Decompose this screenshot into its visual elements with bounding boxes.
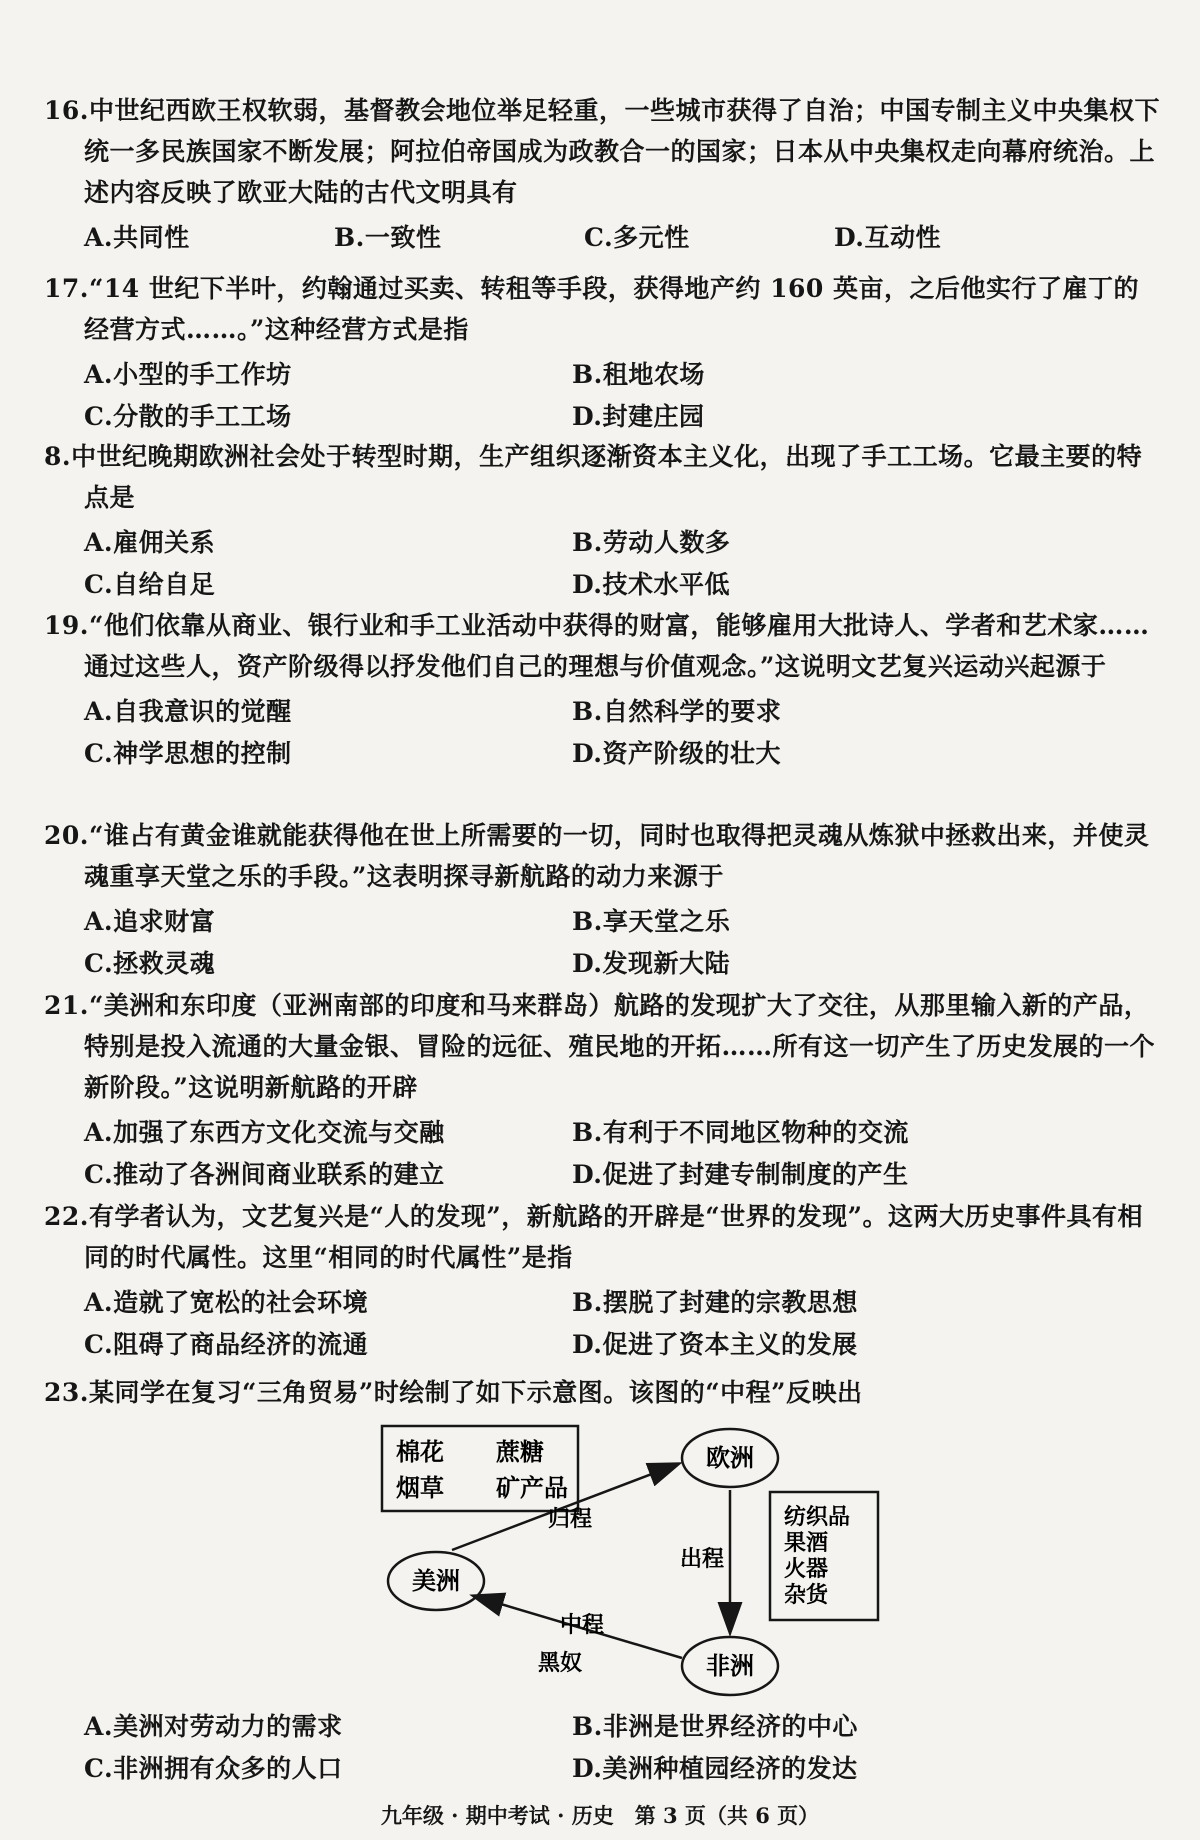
question-stem: 8.中世纪晚期欧洲社会处于转型时期，生产组织逐渐资本主义化，出现了手工工场。它最主要的特点是 [44, 442, 1143, 512]
options [44, 901, 1160, 985]
question-stem: 22.有学者认为，文艺复兴是“人的发现”，新航路的开辟是“世界的发现”。这两大历史事件具有相同的时代属性。这里“相同的时代属性”是指 [44, 1202, 1144, 1272]
option-a: A.加强了东西方文化交流与交融 [84, 1118, 445, 1147]
goods-sundries: 杂货 [784, 1583, 829, 1608]
outbound-leg-label: 出程 [680, 1547, 725, 1572]
goods-minerals: 矿产品 [496, 1474, 568, 1502]
question-23-options [44, 1706, 1160, 1790]
option-a: A.雇佣关系 [84, 528, 216, 557]
option-d: D.技术水平低 [572, 570, 730, 599]
option-d: D.互动性 [834, 223, 941, 252]
question-20 [44, 815, 1160, 985]
option-c: C.分散的手工工场 [84, 402, 292, 431]
option-a: A.自我意识的觉醒 [84, 697, 292, 726]
goods-wine: 果酒 [784, 1531, 829, 1556]
option-c: C.自给自足 [84, 570, 216, 599]
question-stem: 20.“谁占有黄金谁就能获得他在世上所需要的一切，同时也取得把灵魂从炼狱中拯救出来，并使灵魂重享天堂之乐的手段。”这表明探寻新航路的动力来源于 [44, 821, 1150, 891]
question-stem: 16.中世纪西欧王权软弱，基督教会地位举足轻重，一些城市获得了自治；中国专制主义中央集权下统一多民族国家不断发展；阿拉伯帝国成为政教合一的国家；日本从中央集权走向幕府统治。上述内容反映了欧亚大陆的古代文明具有 [44, 96, 1160, 207]
europe-label: 欧洲 [706, 1444, 754, 1472]
question-19 [44, 605, 1160, 775]
page-footer: 九年级 · 期中考试 · 历史 第 3 页（共 6 页） [380, 1803, 820, 1828]
option-b: B.租地农场 [572, 360, 705, 389]
option-d: D.促进了资本主义的发展 [572, 1330, 858, 1359]
question-16 [44, 90, 1160, 259]
question-stem: 23.某同学在复习“三角贸易”时绘制了如下示意图。该图的“中程”反映出 [44, 1378, 863, 1407]
americas-label: 美洲 [412, 1567, 460, 1595]
question-stem: 21.“美洲和东印度（亚洲南部的印度和马来群岛）航路的发现扩大了交往，从那里输入新的产品，特别是投入流通的大量金银、冒险的远征、殖民地的开拓……所有这一切产生了历史发展的一个新阶段。”这说明新航路的开辟 [44, 991, 1156, 1102]
option-b: B.一致性 [334, 223, 442, 252]
return-leg-label: 归程 [548, 1507, 593, 1532]
option-b: B.劳动人数多 [572, 528, 731, 557]
option-a: A.小型的手工作坊 [84, 360, 292, 389]
options [44, 522, 1160, 606]
option-b: B.摆脱了封建的宗教思想 [572, 1288, 858, 1317]
option-c: C.神学思想的控制 [84, 739, 292, 768]
goods-cotton: 棉花 [396, 1438, 444, 1466]
option-c: C.非洲拥有众多的人口 [84, 1754, 343, 1783]
question-17 [44, 268, 1160, 438]
option-d: D.发现新大陆 [572, 949, 730, 978]
option-b: B.自然科学的要求 [572, 697, 782, 726]
middle-cargo-label: 黑奴 [538, 1651, 583, 1676]
option-a: A.共同性 [84, 223, 190, 252]
triangle-trade-diagram [0, 1408, 1200, 1708]
goods-sugar: 蔗糖 [496, 1438, 544, 1466]
option-c: C.多元性 [584, 223, 690, 252]
goods-tobacco: 烟草 [396, 1474, 444, 1502]
option-d: D.封建庄园 [572, 402, 705, 431]
option-c: C.推动了各洲间商业联系的建立 [84, 1160, 445, 1189]
options [44, 354, 1160, 438]
question-stem: 19.“他们依靠从商业、银行业和手工业活动中获得的财富，能够雇用大批诗人、学者和艺术家……通过这些人，资产阶级得以抒发他们自己的理想与价值观念。”这说明文艺复兴运动兴起源于 [44, 611, 1150, 681]
option-a: A.追求财富 [84, 907, 216, 936]
option-a: A.美洲对劳动力的需求 [84, 1712, 343, 1741]
options [44, 1112, 1160, 1196]
option-b: B.享天堂之乐 [572, 907, 731, 936]
option-d: D.促进了封建专制制度的产生 [572, 1160, 909, 1189]
options [44, 1706, 1160, 1790]
option-d: D.美洲种植园经济的发达 [572, 1754, 858, 1783]
question-18 [44, 436, 1160, 606]
options [44, 217, 1160, 259]
options [44, 691, 1160, 775]
question-22 [44, 1196, 1160, 1366]
option-c: C.拯救灵魂 [84, 949, 216, 978]
option-c: C.阻碍了商品经济的流通 [84, 1330, 369, 1359]
question-21 [44, 985, 1160, 1196]
goods-textiles: 纺织品 [784, 1505, 851, 1530]
goods-firearms: 火器 [784, 1557, 829, 1582]
question-23 [44, 1372, 1160, 1413]
question-stem: 17.“14 世纪下半叶，约翰通过买卖、转租等手段，获得地产约 160 英亩，之后他实行了雇丁的经营方式……。”这种经营方式是指 [44, 274, 1139, 344]
options [44, 1282, 1160, 1366]
option-d: D.资产阶级的壮大 [572, 739, 781, 768]
middle-leg-label: 中程 [560, 1613, 605, 1638]
option-b: B.非洲是世界经济的中心 [572, 1712, 858, 1741]
africa-label: 非洲 [706, 1652, 754, 1680]
option-b: B.有利于不同地区物种的交流 [572, 1118, 909, 1147]
option-a: A.造就了宽松的社会环境 [84, 1288, 369, 1317]
